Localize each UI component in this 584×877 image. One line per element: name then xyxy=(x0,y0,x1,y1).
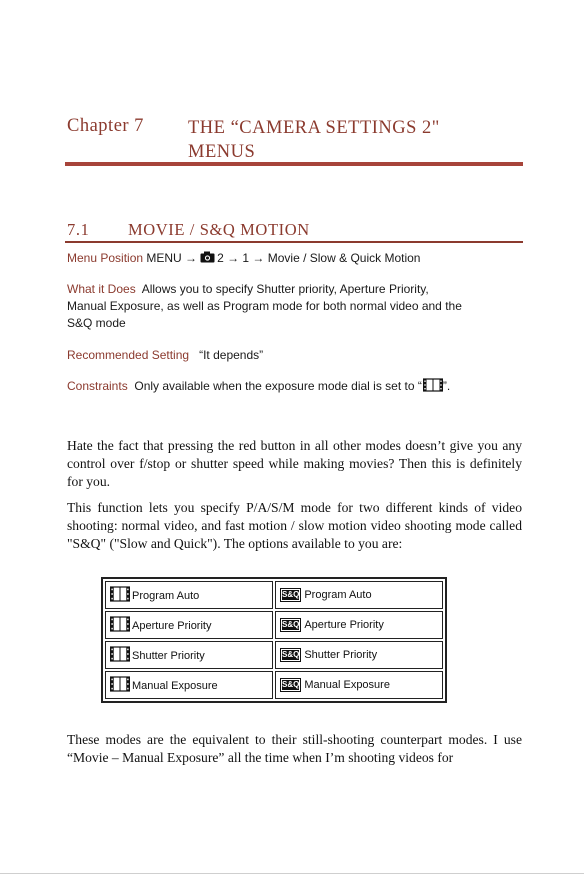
table-row xyxy=(105,671,443,699)
section-number: 7.1 xyxy=(67,220,90,239)
menu-position-path: 2 → 1 → Movie / Slow & Quick Motion xyxy=(217,251,421,265)
what-it-does-line1: Allows you to specify Shutter priority, Aperture Priority, xyxy=(141,282,429,296)
sq-badge-icon: S&Q xyxy=(280,618,301,632)
section-divider xyxy=(65,241,523,243)
chapter-title xyxy=(188,116,508,164)
exposure-modes-table xyxy=(101,577,447,703)
sq-mode-label: Program Auto xyxy=(304,589,372,601)
constraints-label: Constraints xyxy=(67,379,128,393)
menu-position-line xyxy=(67,250,527,268)
recommended-setting-label: Recommended Setting xyxy=(67,348,190,362)
sq-mode-label: Manual Exposure xyxy=(304,679,390,691)
chapter-divider xyxy=(65,162,523,166)
section-title: MOVIE / S&Q MOTION xyxy=(128,220,310,239)
recommended-setting-value: “It depends” xyxy=(199,348,264,362)
movie-mode-label: Shutter Priority xyxy=(132,649,205,662)
sq-badge-icon: S&Q xyxy=(280,648,301,662)
table-row xyxy=(105,611,443,639)
movie-mode-cell xyxy=(105,611,273,639)
constraints-text: Only available when the exposure mode dial is set to “ xyxy=(134,379,422,393)
sq-mode-label: Aperture Priority xyxy=(304,619,384,631)
movie-mode-label: Manual Exposure xyxy=(132,679,218,692)
chapter-title-line1: THE “CAMERA SETTINGS 2" xyxy=(188,118,440,138)
camera-icon xyxy=(200,251,215,268)
chapter-number: Chapter 7 xyxy=(67,116,144,136)
chapter-title-line2: MENUS xyxy=(188,142,256,162)
sq-mode-label: Shutter Priority xyxy=(304,649,378,661)
sq-mode-cell xyxy=(275,611,443,639)
sq-mode-cell xyxy=(275,671,443,699)
table-row xyxy=(105,641,443,669)
menu-position-label: Menu Position xyxy=(67,251,144,265)
paragraph-2: This function lets you specify P/A/S/M mode for two different kinds of video shooting: normal video, and fast motion / slow motion video shooting mode called "S&Q" ("Slow and Quick"). The options available to you are: xyxy=(67,500,522,551)
paragraph-1: Hate the fact that pressing the red button in all other modes doesn’t give you any control over f/stop or shutter speed while making movies? Then this is definitely for you. xyxy=(67,438,522,489)
movie-mode-cell xyxy=(105,641,273,669)
movie-mode-cell xyxy=(105,671,273,699)
sq-badge-icon: S&Q xyxy=(280,678,301,692)
sq-badge-icon: S&Q xyxy=(280,588,301,602)
movie-mode-icon xyxy=(423,378,443,397)
constraints-end: ”. xyxy=(442,379,451,393)
movie-mode-label: Aperture Priority xyxy=(132,619,212,632)
movie-mode-label: Program Auto xyxy=(132,589,200,602)
page-bottom-edge xyxy=(0,873,584,874)
constraints-line xyxy=(67,378,527,397)
what-it-does-line2: Manual Exposure, as well as Program mode for both normal video and the xyxy=(67,299,462,313)
movie-mode-cell xyxy=(105,581,273,609)
paragraph-3: These modes are the equivalent to their still-shooting counterpart modes. I use “Movie – Manual Exposure” all the time when I’m shooting videos for xyxy=(67,732,522,765)
sq-mode-cell xyxy=(275,641,443,669)
menu-position-menu: MENU → xyxy=(146,251,198,265)
what-it-does-label: What it Does xyxy=(67,282,136,296)
sq-mode-cell xyxy=(275,581,443,609)
what-it-does-block xyxy=(67,281,527,332)
recommended-setting-line xyxy=(67,347,527,364)
movie-film-icon xyxy=(110,646,130,665)
movie-film-icon xyxy=(110,676,130,695)
table-row xyxy=(105,581,443,609)
movie-film-icon xyxy=(110,616,130,635)
movie-film-icon xyxy=(110,586,130,605)
what-it-does-line3: S&Q mode xyxy=(67,316,126,330)
